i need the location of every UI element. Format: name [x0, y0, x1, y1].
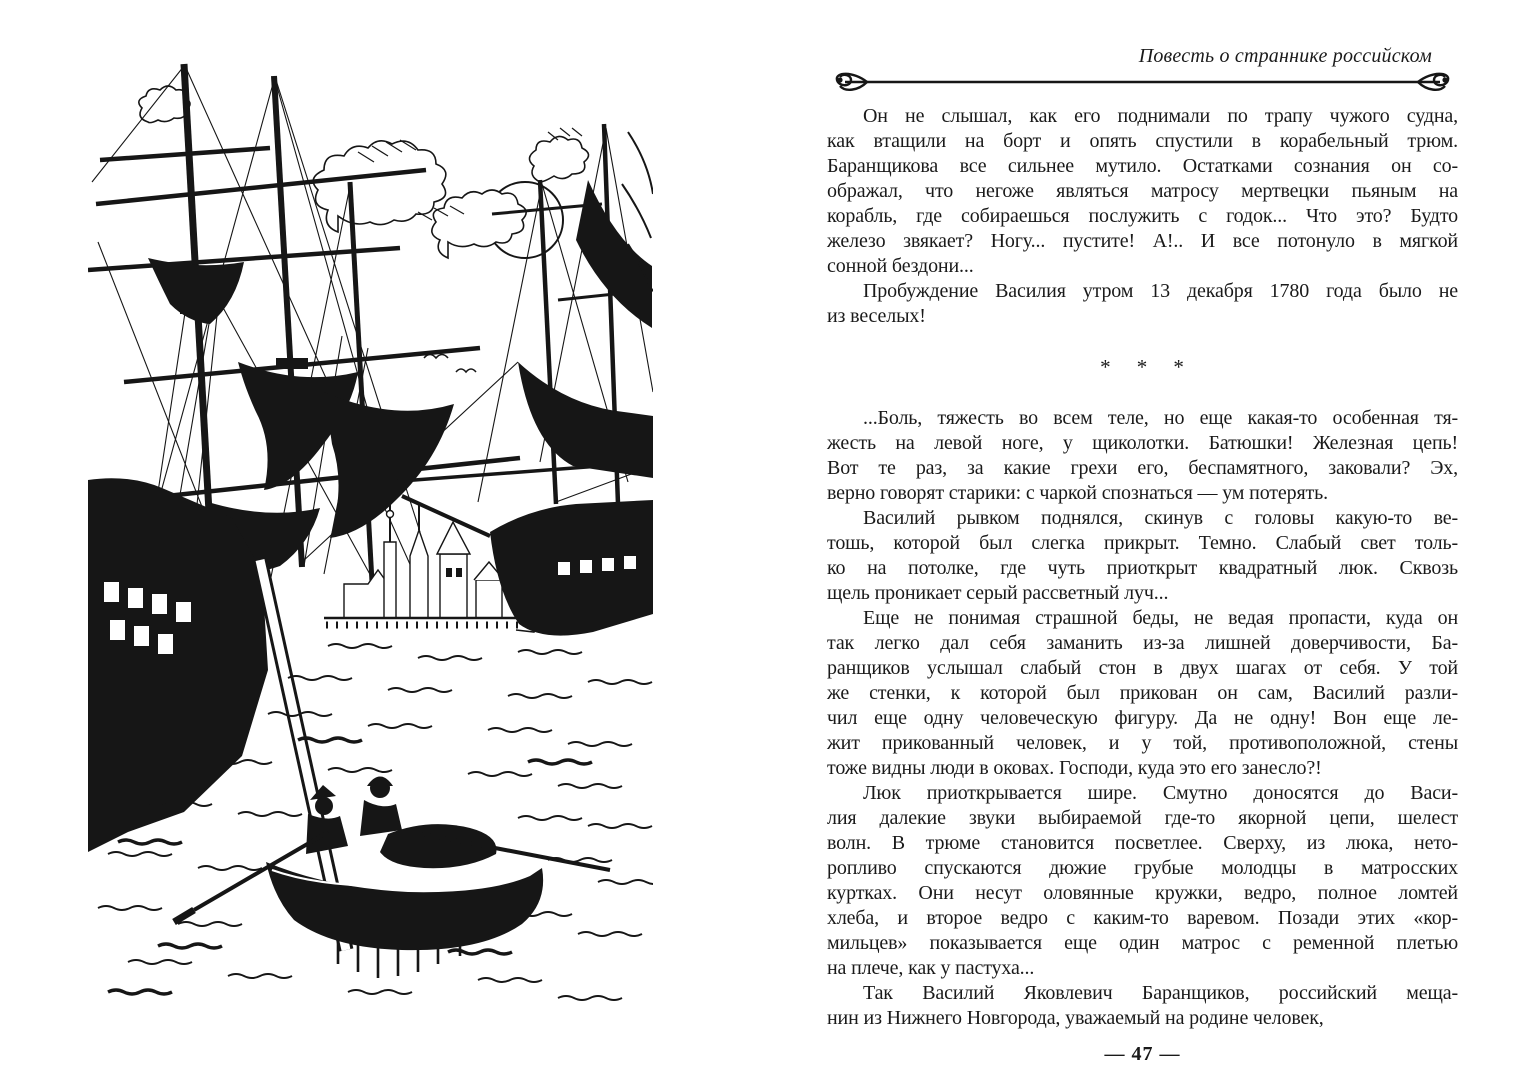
section-separator: * * *	[1100, 355, 1185, 379]
text-line: Пробуждение Василия утром 13 декабря 1780 года было не	[863, 280, 1458, 302]
text-line: тошь, которой был слегка прикрыт. Темно. Слабый свет толь-	[827, 532, 1458, 554]
paragraph	[827, 279, 1458, 329]
text-line: на плече, как у пастуха...	[827, 957, 1035, 979]
text-line: жесть на левой ноге, у щиколотки. Батюшки! Железная цепь!	[827, 432, 1458, 454]
text-line: щель проникает серый рассветный луч...	[827, 582, 1169, 604]
text-line: Так Василий Яковлевич Баранщиков, российский меща-	[863, 982, 1458, 1004]
paragraph	[827, 406, 1458, 506]
text-line: ко на потолке, где чуть приоткрыт квадратный люк. Сквозь	[827, 557, 1458, 579]
text-line: так легко дал себя заманить из-за лишней доверчивости, Ба-	[827, 632, 1458, 654]
text-line: лия далекие звуки выбираемой где-то якорной цепи, шелест	[827, 807, 1458, 829]
paragraph	[827, 606, 1458, 781]
text-line: чил еще одну человеческую фигуру. Да не одну! Вон еще ле-	[827, 707, 1458, 729]
text-line: Он не слышал, как его поднимали по трапу чужого судна,	[863, 105, 1458, 127]
header-rule	[827, 69, 1458, 93]
paragraph	[827, 104, 1458, 279]
text-line: тоже видны люди в оковах. Господи, куда это его занесло?!	[827, 757, 1322, 779]
text-line: ранщиков услышал слабый стон в двух шагах от себя. У той	[827, 657, 1458, 679]
left-page	[88, 62, 653, 1012]
text-line: сонной бездони...	[827, 255, 974, 277]
harbor-illustration	[88, 62, 653, 1012]
birds-icon	[424, 355, 476, 373]
text-line: жит прикованный человек, и у той, противоположной, стены	[827, 732, 1458, 754]
text-line: как втащили на борт и опять спустили в корабельный трюм.	[827, 130, 1458, 152]
text-line: Баранщикова все сильнее мутило. Остатками сознания он со-	[827, 155, 1458, 177]
paragraph	[827, 981, 1458, 1031]
text-line: корабль, где собираешься послужить с годок... Что это? Будто	[827, 205, 1458, 227]
text-line: верно говорят старики: с чаркой спознаться — ум потерять.	[827, 482, 1328, 504]
text-line: нин из Нижнего Новгорода, уважаемый на родине человек,	[827, 1007, 1324, 1029]
paragraph	[827, 781, 1458, 981]
text-line: Еще не понимая страшной беды, не ведая пропасти, куда он	[863, 607, 1458, 629]
page-number: — 47 —	[1104, 1043, 1181, 1065]
rowboat	[174, 777, 610, 979]
body-text	[827, 104, 1458, 1031]
right-page	[827, 44, 1458, 1066]
text-line: Вот те раз, за какие грехи его, беспамятного, заковали? Эх,	[827, 457, 1458, 479]
text-line: Василий рывком поднялся, скинув с головы какую-то ве-	[863, 507, 1458, 529]
text-line: волн. В трюме становится посветлее. Сверху, из люка, нето-	[827, 832, 1458, 854]
text-line: железо звякает? Ногу... пустите! А!.. И все потонуло в мягкой	[827, 230, 1458, 252]
text-line: из веселых!	[827, 305, 926, 327]
text-line: куртках. Они несут оловянные кружки, ведро, полное ломтей	[827, 882, 1458, 904]
text-line: же стенки, к которой был прикован он сам, Василий разли-	[827, 682, 1458, 704]
text-line: мильцев» показывается еще один матрос с ременной плетью	[827, 932, 1458, 954]
text-line: ропливо спускаются дюжие грубые молодцы в матросских	[827, 857, 1458, 879]
text-line: хлеба, и второе ведро с каким-то варевом. Позади этих «кор-	[827, 907, 1458, 929]
text-line: ...Боль, тяжесть во всем теле, но еще какая-то особенная тя-	[863, 407, 1458, 429]
text-line: ображал, что негоже являться матросу мертвецки пьяным на	[827, 180, 1458, 202]
paragraph	[827, 506, 1458, 606]
running-title: Повесть о страннике российском	[1138, 45, 1432, 67]
text-line: Люк приоткрывается шире. Смутно доносятся до Васи-	[863, 782, 1458, 804]
